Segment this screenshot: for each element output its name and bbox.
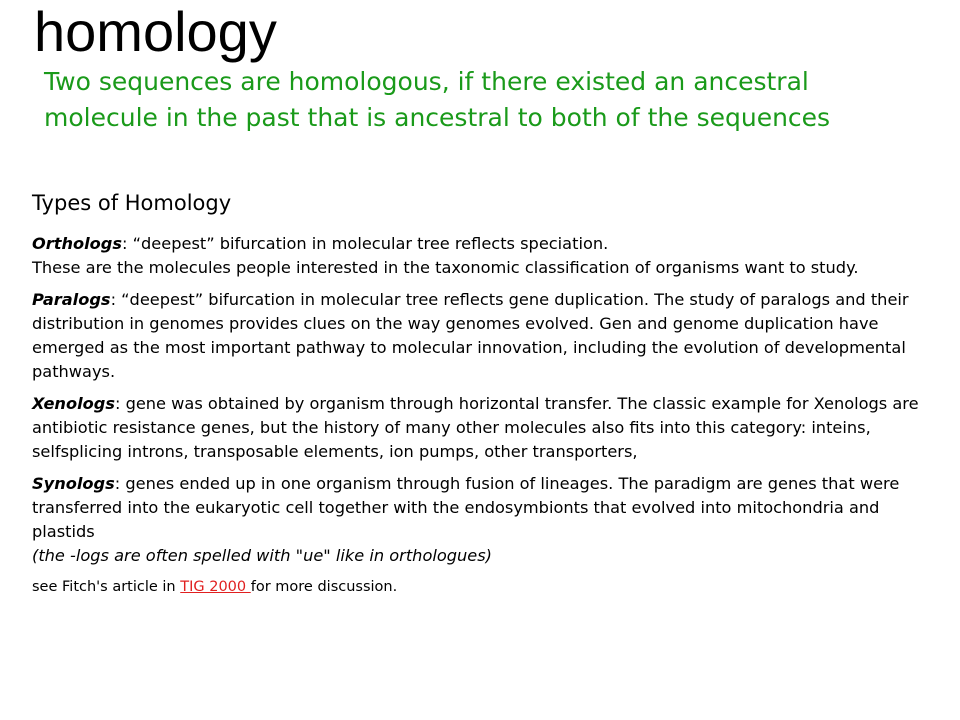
tig-2000-link[interactable]: TIG 2000 <box>180 579 251 595</box>
homology-definition: Two sequences are homologous, if there existed an ancestral molecule in the past that is ancestral to both of the sequences <box>44 67 831 132</box>
xenologs-paragraph <box>32 392 932 464</box>
orthologs-text-line2: These are the molecules people interested in the taxonomic classification of organisms want to study. <box>32 258 859 277</box>
slide-body <box>32 190 932 598</box>
footer-reference <box>32 576 932 598</box>
orthologs-text-line1: : “deepest” bifurcation in molecular tree reflects speciation. <box>122 234 609 253</box>
footer-prefix: see Fitch's article in <box>32 579 181 595</box>
footer-suffix: for more discussion. <box>250 579 398 595</box>
slide-title: homology <box>34 0 277 63</box>
xenologs-text: : gene was obtained by organism through horizontal transfer. The classic example for Xenologs are antibiotic resistance genes, but the history of many other molecules also fits into this category: inteins, selfsplicing introns, transposable elements, ion pumps, other transporters, <box>32 394 919 461</box>
xenologs-term: Xenologs <box>32 394 115 413</box>
paralogs-text: : “deepest” bifurcation in molecular tree reflects gene duplication. The study of paralogs and their distribution in genomes provides clues on the way genomes evolved. Gen and genome duplication have emerged as the most important pathway to molecular innovation, including the evolution of developmental pathways. <box>32 290 909 381</box>
orthologs-paragraph <box>32 232 932 280</box>
orthologs-term: Orthologs <box>32 234 123 253</box>
synologs-term: Synologs <box>32 474 115 493</box>
paralogs-term: Paralogs <box>32 290 111 309</box>
paralogs-paragraph <box>32 288 932 384</box>
synologs-paragraph <box>32 472 932 568</box>
spelling-note: (the -logs are often spelled with "ue" like in orthologues) <box>32 546 492 565</box>
section-heading: Types of Homology <box>32 191 232 215</box>
synologs-text: : genes ended up in one organism through fusion of lineages. The paradigm are genes that were transferred into the eukaryotic cell together with the endosymbionts that evolved into mitochondria and plastids <box>32 474 900 541</box>
